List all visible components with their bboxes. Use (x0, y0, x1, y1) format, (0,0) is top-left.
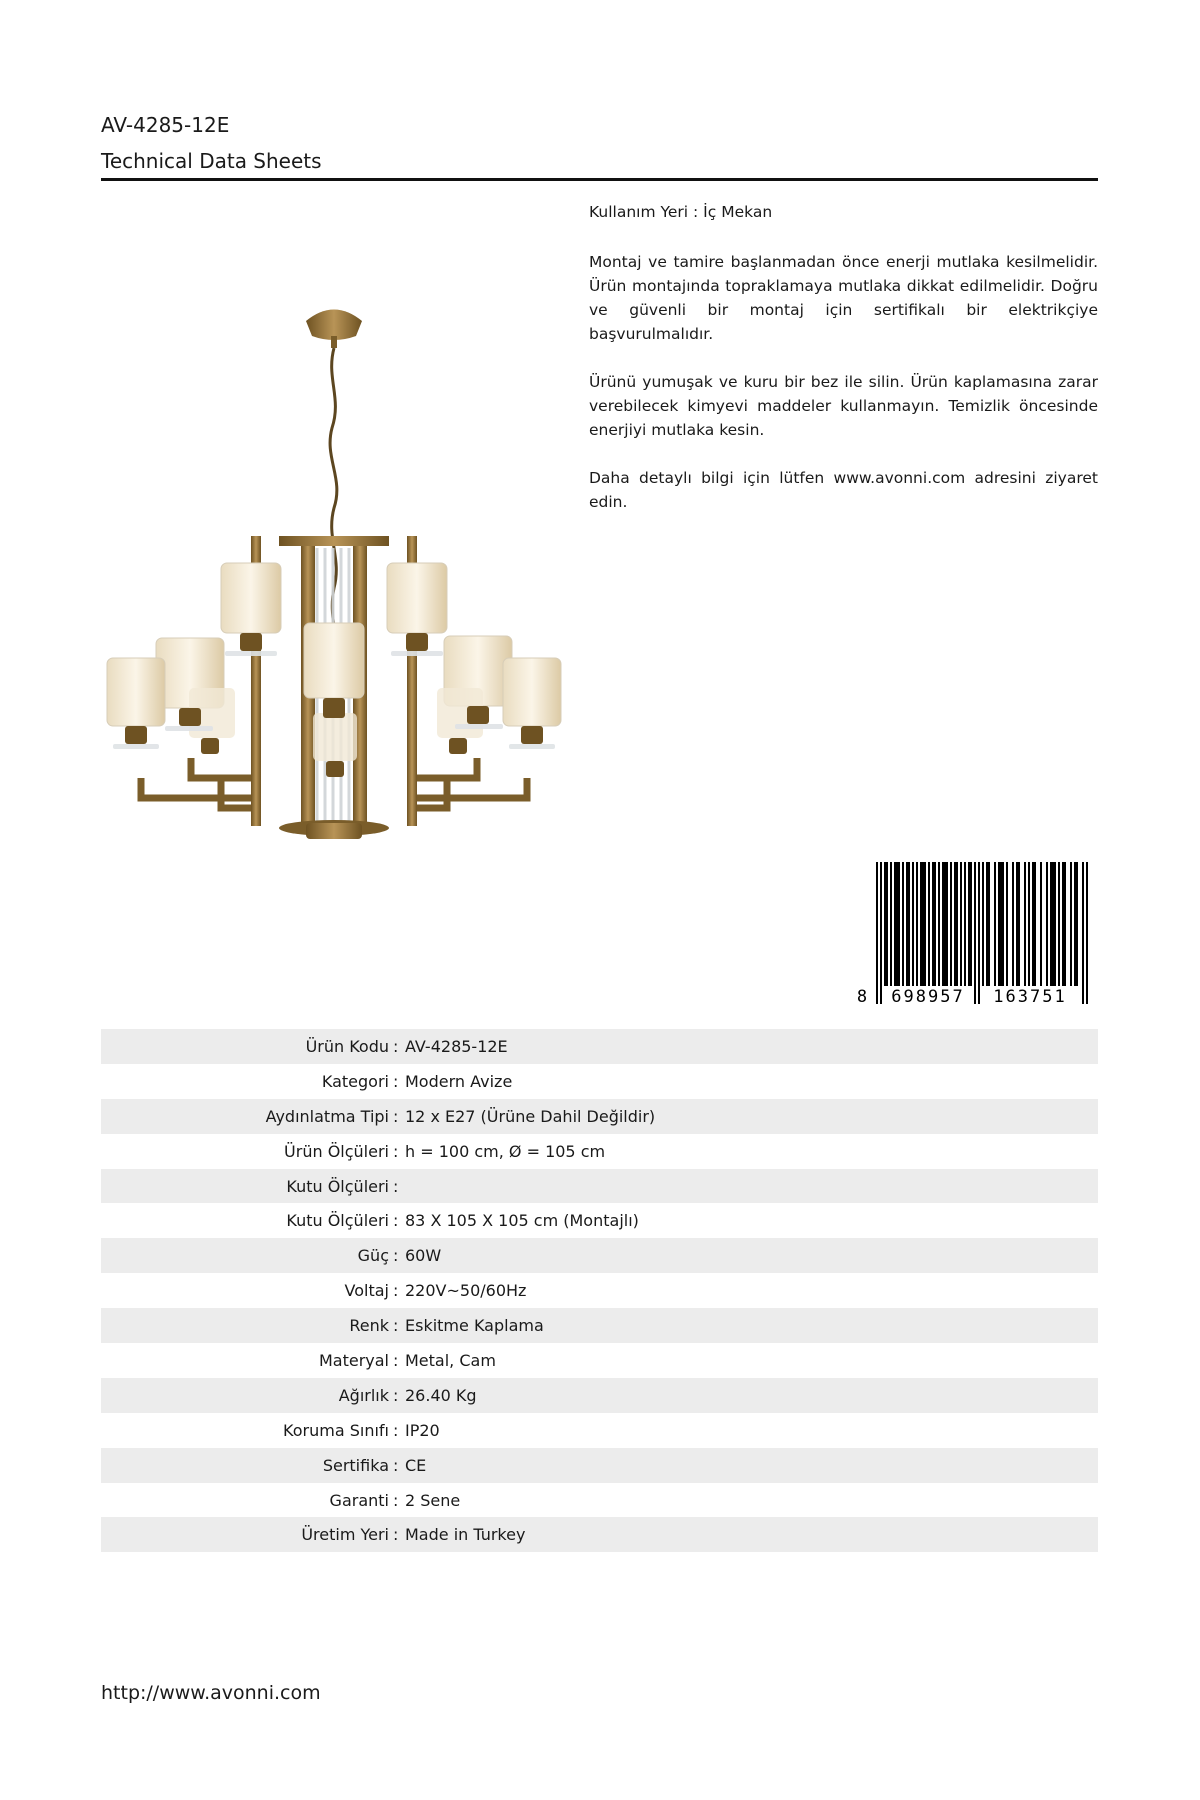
spec-label: Üretim Yeri (301, 1525, 389, 1545)
spec-value: 220V~50/60Hz (405, 1281, 527, 1301)
spec-value: 60W (405, 1246, 442, 1266)
spec-label: Materyal (318, 1350, 389, 1370)
usage-location: Kullanım Yeri : İç Mekan (589, 203, 773, 221)
spec-row (101, 1099, 1098, 1134)
barcode-digit-first: 8 (856, 987, 868, 1004)
spec-value: Modern Avize (405, 1071, 513, 1091)
spec-value: Eskitme Kaplama (405, 1316, 544, 1336)
spec-value: AV-4285-12E (405, 1036, 508, 1056)
spec-value: Made in Turkey (405, 1525, 526, 1545)
footer-url: http://www.avonni.com (101, 1682, 321, 1704)
barcode (856, 862, 1100, 1004)
spec-label: Koruma Sınıfı (283, 1420, 389, 1440)
spec-value: 83 X 105 X 105 cm (Montajlı) (405, 1211, 639, 1231)
spec-label: Ürün Ölçüleri (284, 1141, 389, 1161)
spec-row (101, 1413, 1098, 1448)
cleaning-instructions: Ürünü yumuşak ve kuru bir bez ile silin. Ürün kaplamasına zarar verebilecek kimyevi maddeler kullanmayın. Temizlik öncesinde enerjiyi mutlaka kesin. (589, 373, 1098, 439)
spec-row (101, 1064, 1098, 1099)
spec-row (101, 1238, 1098, 1273)
document-header (101, 112, 1098, 174)
spec-row (101, 1029, 1098, 1064)
spec-separator: : (393, 1490, 399, 1510)
spec-separator: : (393, 1211, 399, 1231)
spec-label: Kutu Ölçüleri (286, 1211, 389, 1231)
spec-separator: : (393, 1036, 399, 1056)
spec-row (101, 1169, 1098, 1204)
spec-label: Ürün Kodu (305, 1036, 389, 1056)
spec-label: Voltaj (344, 1281, 389, 1301)
info-panel (589, 200, 1098, 538)
spec-row (101, 1134, 1098, 1169)
spec-label: Renk (349, 1316, 389, 1336)
spec-separator: : (393, 1525, 399, 1545)
barcode-digits-right: 163751 (993, 987, 1067, 1004)
spec-value: IP20 (405, 1420, 440, 1440)
spec-separator: : (393, 1385, 399, 1405)
spec-row (101, 1483, 1098, 1518)
spec-value: 12 x E27 (Ürüne Dahil Değildir) (405, 1106, 656, 1126)
spec-value: 2 Sene (405, 1490, 461, 1510)
spec-separator: : (393, 1420, 399, 1440)
product-image (101, 218, 591, 958)
spec-row (101, 1308, 1098, 1343)
spec-value: CE (405, 1455, 427, 1475)
spec-label: Aydınlatma Tipi (265, 1106, 389, 1126)
spec-label: Kategori (321, 1071, 389, 1091)
spec-value: 26.40 Kg (405, 1385, 477, 1405)
spec-table (101, 1029, 1098, 1552)
spec-row (101, 1273, 1098, 1308)
website-note: Daha detaylı bilgi için lütfen www.avonni.com adresini ziyaret edin. (589, 469, 1098, 511)
spec-separator: : (393, 1141, 399, 1161)
header-divider (101, 178, 1098, 181)
spec-label: Sertifika (322, 1455, 389, 1475)
spec-row (101, 1517, 1098, 1552)
spec-separator: : (393, 1176, 399, 1196)
spec-value: h = 100 cm, Ø = 105 cm (405, 1141, 606, 1161)
barcode-digits-left: 698957 (891, 987, 965, 1004)
spec-row (101, 1378, 1098, 1413)
spec-label: Kutu Ölçüleri (286, 1176, 389, 1196)
spec-separator: : (393, 1106, 399, 1126)
spec-separator: : (393, 1246, 399, 1266)
installation-warning: Montaj ve tamire başlanmadan önce enerji mutlaka kesilmelidir. Ürün montajında topraklamaya mutlaka dikkat edilmelidir. Doğru ve güvenli bir montaj için sertifikalı bir elektrikçiye başvurulmalıdır. (589, 253, 1098, 343)
spec-label: Ağırlık (338, 1385, 389, 1405)
spec-row (101, 1343, 1098, 1378)
spec-separator: : (393, 1455, 399, 1475)
spec-label: Garanti (329, 1490, 389, 1510)
spec-separator: : (393, 1350, 399, 1370)
spec-row (101, 1448, 1098, 1483)
spec-label: Güç (357, 1246, 389, 1266)
spec-separator: : (393, 1316, 399, 1336)
document-subtitle: Technical Data Sheets (101, 149, 322, 173)
spec-separator: : (393, 1281, 399, 1301)
spec-row (101, 1203, 1098, 1238)
spec-value: Metal, Cam (405, 1350, 496, 1370)
product-code: AV-4285-12E (101, 113, 230, 137)
spec-separator: : (393, 1071, 399, 1091)
